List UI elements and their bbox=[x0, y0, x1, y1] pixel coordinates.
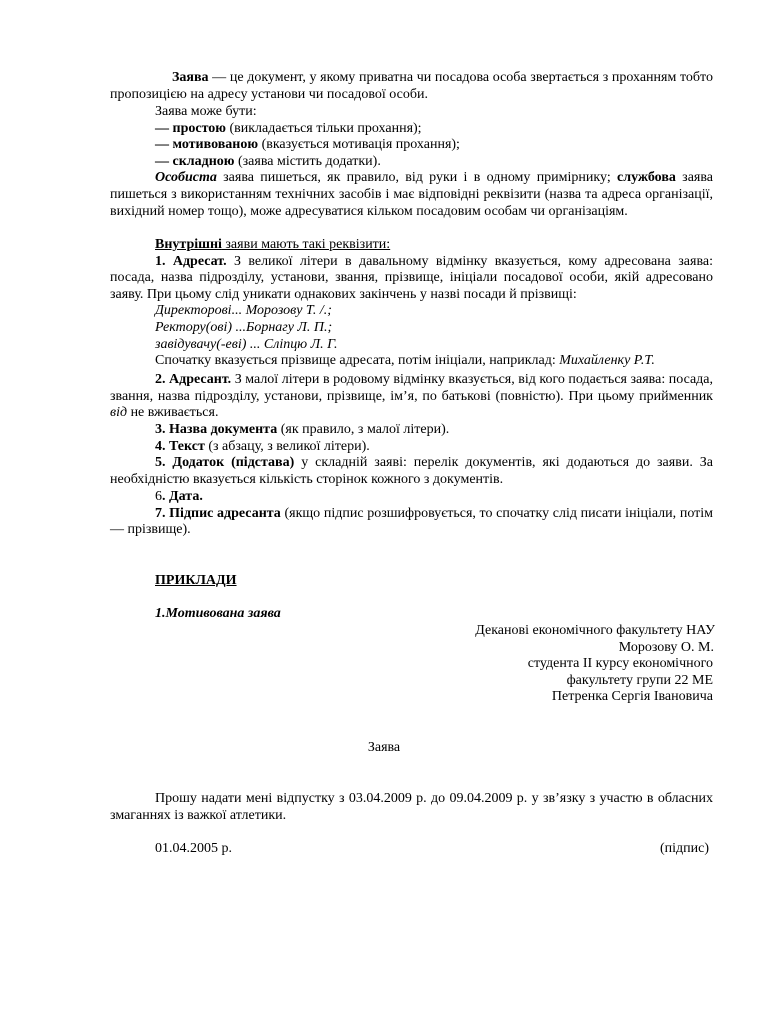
text-item: 4. Текст (з абзацу, з великої літери). bbox=[155, 438, 370, 454]
kind-term: простою bbox=[172, 120, 226, 136]
kind-item: — простою (викладається тільки прохання); bbox=[155, 120, 422, 136]
intro-text: — це документ, у якому приватна чи посадова особа звертається з проханням тобто пропозицією на адресу установи чи посадової особи. bbox=[110, 70, 713, 102]
sender-paragraph: 2. Адресант. З малої літери в родовому відмінку вказується, від кого подається заява: посада, звання, назва підрозділу, установи, прізвище, ім’я, по батькові (повністю). При цьому прийменник від не вживається. bbox=[110, 372, 714, 421]
recipient-line: Петренка Сергія Івановича bbox=[551, 689, 713, 705]
kind-term: складною bbox=[172, 153, 235, 169]
application-title: Заява bbox=[367, 740, 401, 755]
application-signature: (підпис) bbox=[659, 841, 709, 856]
date-item: 6. Дата. bbox=[155, 489, 203, 504]
application-body: Прошу надати мені відпустку з 03.04.2009 р. до 09.04.2009 р. у зв’язку з участю в обласних змаганнях із важкої атлетики. bbox=[110, 791, 713, 823]
addressee-example: Директорові... Морозову Т. /.; bbox=[155, 303, 332, 319]
kind-term: мотивованою bbox=[172, 137, 259, 153]
addressee-note: Спочатку вказується прізвище адресата, потім ініціали, наприклад: Михайленку Р.Т. bbox=[155, 353, 655, 369]
addressee-note-example: Михайленку Р.Т. bbox=[559, 353, 655, 369]
examples-heading: ПРИКЛАДИ bbox=[155, 573, 237, 588]
recipient-line: студента ІІ курсу економічного bbox=[527, 656, 713, 672]
kind-item: — мотивованою (вказується мотивація прохання); bbox=[155, 137, 460, 153]
kind-item: — складною (заява містить додатки). bbox=[155, 153, 381, 169]
personal-term: Особиста bbox=[155, 170, 217, 186]
addressee-example: завідувачу(-еві) ... Сліпцю Л. Г. bbox=[155, 336, 338, 352]
example-title: 1.Мотивована заява bbox=[155, 606, 281, 621]
addressee-example: Ректору(ові) ...Борнагу Л. П.; bbox=[155, 320, 333, 335]
addressee-paragraph: 1. Адресат. З великої літери в давальному відмінку вказується, кому адресована заява: посада, назва підрозділу, установи, звання, прізвище, ініціали посадової особи, якій адресовано заяву. При цьому слід уникати однакових закінчень у назві посади й прізвищі: bbox=[110, 253, 713, 302]
application-date: 01.04.2005 р. bbox=[155, 841, 232, 856]
sender-label: 2. Адресант. bbox=[155, 372, 232, 387]
recipient-line: факультету групи 22 МЕ bbox=[566, 672, 713, 688]
signature-paragraph: 7. Підпис адресанта (якщо підпис розшифровується, то спочатку слід писати ініціали, потім — прізвище). bbox=[110, 505, 713, 538]
kinds-lead: Заява може бути: bbox=[155, 104, 257, 119]
recipient-line: Морозову О. М. bbox=[618, 639, 714, 655]
appendix-paragraph: 5. Додаток (підстава) у складній заяві: перелік документів, які додаються до заяви. За необхідністю вказується кількість сторінок кожного з документів. bbox=[110, 455, 713, 487]
signature-label: 7. Підпис адресанта bbox=[155, 505, 281, 521]
requisites-heading: Внутрішні заяви мають такі реквізити: bbox=[155, 237, 391, 252]
intro-term: Заява bbox=[172, 70, 209, 85]
appendix-label: 5. Додаток (підстава) bbox=[155, 455, 295, 471]
service-term: службова bbox=[617, 170, 676, 186]
addressee-label: 1. Адресат. bbox=[155, 253, 227, 269]
personal-paragraph: Особиста заява пишеться, як правило, від руки і в одному примірнику; службова заява пишеться з використанням технічних засобів і має відповідні реквізити (назва та адреса організації, вихідний номер тощо), може адресуватися кільком посадовим особам чи організаціям. bbox=[110, 170, 713, 219]
recipient-line: Деканові економічного факультету НАУ bbox=[475, 623, 715, 638]
doc-name-item: 3. Назва документа (як правило, з малої літери). bbox=[155, 422, 450, 437]
intro-paragraph bbox=[110, 70, 713, 103]
